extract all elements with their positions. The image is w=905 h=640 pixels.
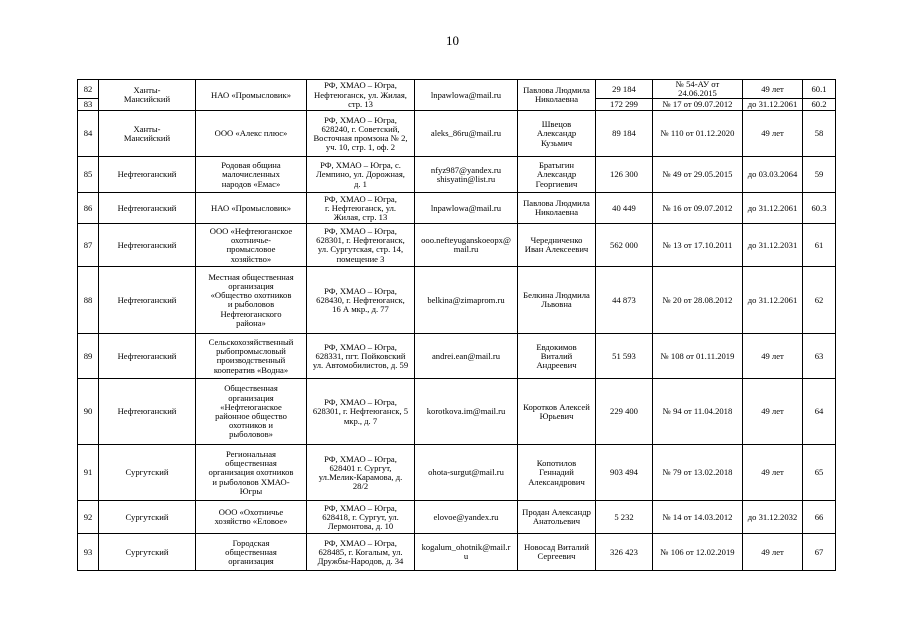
cell-area: 562 000 bbox=[596, 224, 653, 267]
table-row bbox=[78, 534, 836, 571]
cell-term: 49 лет bbox=[743, 334, 803, 379]
cell-head: Копотилов Геннадий Александрович bbox=[518, 445, 596, 501]
cell-code: 61 bbox=[803, 224, 836, 267]
cell-area: 5 232 bbox=[596, 501, 653, 534]
cell-district: Ханты- Мансийский bbox=[99, 111, 196, 157]
cell-district: Ханты- Мансийский bbox=[99, 80, 196, 111]
cell-code: 66 bbox=[803, 501, 836, 534]
cell-address: РФ, ХМАО – Югра, 628430, г. Нефтеюганск, 16 А мкр., д. 77 bbox=[307, 267, 415, 334]
cell-code: 65 bbox=[803, 445, 836, 501]
cell-address: РФ, ХМАО – Югра, 628240, г. Советский, Восточная промзона № 2, уч. 10, стр. 1, оф. 2 bbox=[307, 111, 415, 157]
cell-area: 51 593 bbox=[596, 334, 653, 379]
cell-district: Сургутский bbox=[99, 534, 196, 571]
cell-head: Братыгин Александр Георгиевич bbox=[518, 157, 596, 193]
cell-head: Чередниченко Иван Алексеевич bbox=[518, 224, 596, 267]
cell-address: РФ, ХМАО – Югра, г. Нефтеюганск, ул. Жилая, стр. 13 bbox=[307, 193, 415, 224]
cell-district: Сургутский bbox=[99, 445, 196, 501]
cell-term: до 03.03.2064 bbox=[743, 157, 803, 193]
cell-agreement: № 14 от 14.03.2012 bbox=[653, 501, 743, 534]
cell-area: 229 400 bbox=[596, 379, 653, 445]
cell-code: 60.2 bbox=[803, 99, 836, 111]
cell-email: ohota-surgut@mail.ru bbox=[415, 445, 518, 501]
cell-address: РФ, ХМАО – Югра, 628301, г. Нефтеюганск, 5 мкр., д. 7 bbox=[307, 379, 415, 445]
cell-email: lnpawlowa@mail.ru bbox=[415, 193, 518, 224]
cell-code: 59 bbox=[803, 157, 836, 193]
cell-code: 58 bbox=[803, 111, 836, 157]
table-row bbox=[78, 501, 836, 534]
cell-area: 326 423 bbox=[596, 534, 653, 571]
cell-area: 172 299 bbox=[596, 99, 653, 111]
cell-org: Региональная общественная организация охотников и рыболовов ХМАО- Югры bbox=[196, 445, 307, 501]
table-row bbox=[78, 193, 836, 224]
cell-num: 88 bbox=[78, 267, 99, 334]
cell-term: до 31.12.2032 bbox=[743, 501, 803, 534]
cell-email: elovoe@yandex.ru bbox=[415, 501, 518, 534]
cell-area: 89 184 bbox=[596, 111, 653, 157]
cell-address: РФ, ХМАО – Югра, 628485, г. Когалым, ул. Дружбы-Народов, д. 34 bbox=[307, 534, 415, 571]
cell-org: НАО «Промысловик» bbox=[196, 80, 307, 111]
cell-term: до 31.12.2061 bbox=[743, 99, 803, 111]
cell-email: ooo.nefteyuganskoeopx@ mail.ru bbox=[415, 224, 518, 267]
cell-term: до 31.12.2061 bbox=[743, 267, 803, 334]
cell-district: Сургутский bbox=[99, 501, 196, 534]
cell-num: 82 bbox=[78, 80, 99, 99]
cell-district: Нефтеюганский bbox=[99, 193, 196, 224]
cell-district: Нефтеюганский bbox=[99, 267, 196, 334]
cell-term: 49 лет bbox=[743, 80, 803, 99]
cell-district: Нефтеюганский bbox=[99, 157, 196, 193]
cell-term: до 31.12.2031 bbox=[743, 224, 803, 267]
cell-agreement: № 13 от 17.10.2011 bbox=[653, 224, 743, 267]
table-row bbox=[78, 445, 836, 501]
cell-num: 91 bbox=[78, 445, 99, 501]
cell-code: 62 bbox=[803, 267, 836, 334]
cell-agreement: № 16 от 09.07.2012 bbox=[653, 193, 743, 224]
cell-code: 60.1 bbox=[803, 80, 836, 99]
table-row bbox=[78, 111, 836, 157]
cell-address: РФ, ХМАО – Югра, 628418, г. Сургут, ул. Лермонтова, д. 10 bbox=[307, 501, 415, 534]
cell-district: Нефтеюганский bbox=[99, 379, 196, 445]
cell-email: korotkova.im@mail.ru bbox=[415, 379, 518, 445]
cell-agreement: № 110 от 01.12.2020 bbox=[653, 111, 743, 157]
cell-num: 93 bbox=[78, 534, 99, 571]
cell-area: 44 873 bbox=[596, 267, 653, 334]
cell-term: до 31.12.2061 bbox=[743, 193, 803, 224]
hunting-grounds-table bbox=[77, 79, 836, 571]
cell-num: 92 bbox=[78, 501, 99, 534]
cell-num: 89 bbox=[78, 334, 99, 379]
cell-agreement: № 108 от 01.11.2019 bbox=[653, 334, 743, 379]
cell-head: Евдокимов Виталий Андреевич bbox=[518, 334, 596, 379]
cell-agreement: № 106 от 12.02.2019 bbox=[653, 534, 743, 571]
cell-org: Родовая община малочисленных народов «Емас» bbox=[196, 157, 307, 193]
table-row bbox=[78, 224, 836, 267]
cell-district: Нефтеюганский bbox=[99, 224, 196, 267]
table-row bbox=[78, 379, 836, 445]
cell-address: РФ, ХМАО – Югра, 628331, пгт. Пойковский ул. Автомобилистов, д. 59 bbox=[307, 334, 415, 379]
cell-org: ООО «Нефтеюганское охотничье- промысловое хозяйство» bbox=[196, 224, 307, 267]
cell-agreement: № 49 от 29.05.2015 bbox=[653, 157, 743, 193]
cell-agreement: № 54-АУ от 24.06.2015 bbox=[653, 80, 743, 99]
cell-district: Нефтеюганский bbox=[99, 334, 196, 379]
cell-address: РФ, ХМАО – Югра, Нефтеюганск, ул. Жилая, стр. 13 bbox=[307, 80, 415, 111]
cell-org: Сельскохозяйственный рыбопромысловый производственный кооператив «Водна» bbox=[196, 334, 307, 379]
cell-head: Павлова Людмила Николаевна bbox=[518, 193, 596, 224]
table-row bbox=[78, 157, 836, 193]
table-row bbox=[78, 334, 836, 379]
cell-org: ООО «Алекс плюс» bbox=[196, 111, 307, 157]
cell-head: Новосад Виталий Сергеевич bbox=[518, 534, 596, 571]
cell-term: 49 лет bbox=[743, 445, 803, 501]
cell-agreement: № 20 от 28.08.2012 bbox=[653, 267, 743, 334]
cell-num: 83 bbox=[78, 99, 99, 111]
cell-head: Швецов Александр Кузьмич bbox=[518, 111, 596, 157]
cell-address: РФ, ХМАО – Югра, с. Лемпино, ул. Дорожная, д. 1 bbox=[307, 157, 415, 193]
cell-address: РФ, ХМАО – Югра, 628301, г. Нефтеюганск, ул. Сургутская, стр. 14, помещение 3 bbox=[307, 224, 415, 267]
cell-area: 126 300 bbox=[596, 157, 653, 193]
cell-head: Коротков Алексей Юрьевич bbox=[518, 379, 596, 445]
cell-head: Продан Александр Анатольевич bbox=[518, 501, 596, 534]
cell-agreement: № 79 от 13.02.2018 bbox=[653, 445, 743, 501]
cell-agreement: № 17 от 09.07.2012 bbox=[653, 99, 743, 111]
cell-code: 64 bbox=[803, 379, 836, 445]
cell-area: 29 184 bbox=[596, 80, 653, 99]
cell-email: belkina@zimaprom.ru bbox=[415, 267, 518, 334]
cell-area: 903 494 bbox=[596, 445, 653, 501]
table-row bbox=[78, 267, 836, 334]
cell-email: lnpawlowa@mail.ru bbox=[415, 80, 518, 111]
cell-area: 40 449 bbox=[596, 193, 653, 224]
cell-num: 86 bbox=[78, 193, 99, 224]
cell-email: andrei.ean@mail.ru bbox=[415, 334, 518, 379]
cell-code: 63 bbox=[803, 334, 836, 379]
cell-head: Белкина Людмила Львовна bbox=[518, 267, 596, 334]
table-row bbox=[78, 80, 836, 99]
cell-agreement: № 94 от 11.04.2018 bbox=[653, 379, 743, 445]
cell-num: 85 bbox=[78, 157, 99, 193]
cell-head: Павлова Людмила Николаевна bbox=[518, 80, 596, 111]
cell-code: 67 bbox=[803, 534, 836, 571]
cell-org: НАО «Промысловик» bbox=[196, 193, 307, 224]
cell-org: ООО «Охотничье хозяйство «Еловое» bbox=[196, 501, 307, 534]
page-number: 10 bbox=[446, 33, 459, 48]
cell-num: 84 bbox=[78, 111, 99, 157]
cell-term: 49 лет bbox=[743, 534, 803, 571]
cell-org: Местная общественная организация «Общество охотников и рыболовов Нефтеюганского района» bbox=[196, 267, 307, 334]
cell-term: 49 лет bbox=[743, 111, 803, 157]
cell-email: aleks_86ru@mail.ru bbox=[415, 111, 518, 157]
cell-email: nfyz987@yandex.ru shisyatin@list.ru bbox=[415, 157, 518, 193]
cell-num: 90 bbox=[78, 379, 99, 445]
cell-org: Городская общественная организация bbox=[196, 534, 307, 571]
cell-org: Общественная организация «Нефтеюганское районное общество охотников и рыболовов» bbox=[196, 379, 307, 445]
cell-term: 49 лет bbox=[743, 379, 803, 445]
cell-num: 87 bbox=[78, 224, 99, 267]
cell-address: РФ, ХМАО – Югра, 628401 г. Сургут, ул.Мелик-Карамова, д. 28/2 bbox=[307, 445, 415, 501]
cell-email: kogalum_ohotnik@mail.r u bbox=[415, 534, 518, 571]
cell-code: 60.3 bbox=[803, 193, 836, 224]
